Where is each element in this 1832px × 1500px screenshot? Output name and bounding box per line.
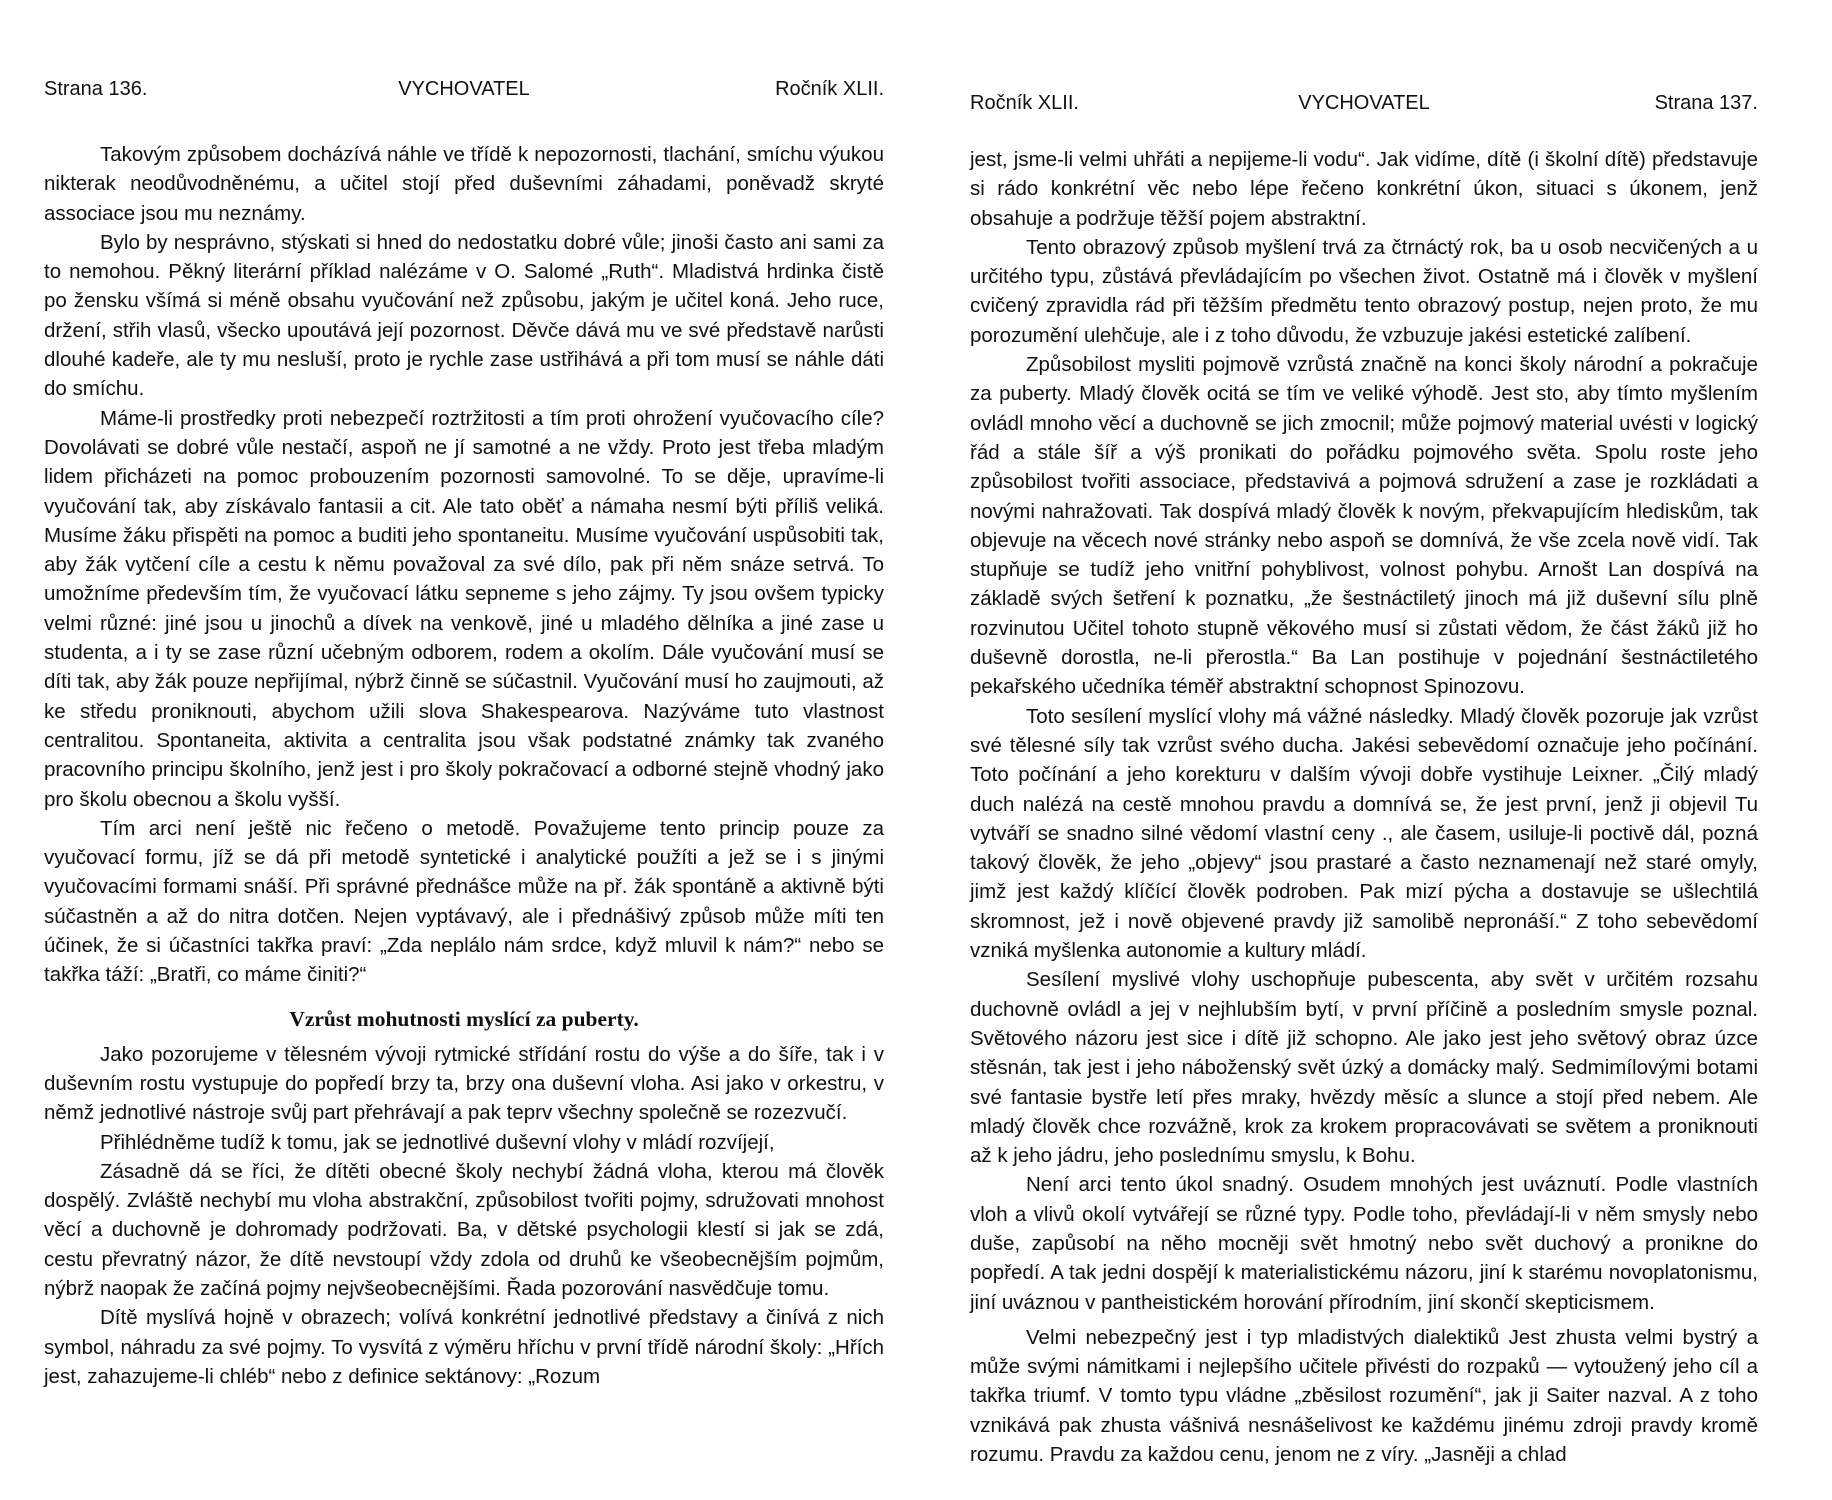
paragraph: Způsobilost mysliti pojmově vzrůstá značně na konci školy národní a pokračuje za puberty. Mladý člověk ocitá se tím ve veliké výhodě. Jest sto, aby tímto myšlením ovládl mnoho věcí a duchovně se jich zmocnil; může pojmový material uvésti v logický řád a stále šíř a výš pronikati do pořádku pojmového světa. Spolu roste jeho způsobilost tvořiti associace, představivá a pojmová sdružení a zase je rozkládati a novými nahražovati. Tak dospívá mladý člověk k novým, překvapujícím hlediskům, tak objevuje na věcech nové stránky nebo aspoň se domnívá, že vše zcela nově vidí. Tak stupňuje se tudíž jeho vnitřní pohyblivost, volnost pohybu. Arnošt Lan dospívá na základě svých šetření k poznatku, „že šestnáctiletý jinoch má již duševní sílu plně rozvinutou Učitel tohoto stupně věkového musí si zůstati vědom, že část žáků již ho duševně dorostla, ne-li přerostla.“ Ba Lan postihuje v pojednání šestnáctiletého pekařského učedníka téměř abstraktní schopnost Spinozovu. (970, 353, 1758, 699)
page-header (44, 78, 884, 108)
right-page (916, 0, 1832, 1500)
journal-title: VYCHOVATEL (1298, 92, 1430, 114)
page-number: Strana 136. (44, 78, 148, 100)
paragraph: Takovým způsobem docházívá náhle ve třídě k nepozornosti, tlachání, smíchu výukou nikterak neodůvodněnému, a učitel stojí před duševními záhadami, poněvadž skryté associace jsou mu neznámy. (44, 143, 884, 225)
paragraph: Tím arci není ještě nic řečeno o metodě. Považujeme tento princip pouze za vyučovací formu, jíž se dá při metodě syntetické i analytické použíti a jež se i s jinými vyučovacími formami snáší. Při správné přednášce může na př. žák spontáně a aktivně býti súčastněn a až do nitra dotčen. Nejen vyptávavý, ale i přednášivý způsob může míti ten účinek, že si účastníci takřka praví: „Zda neplálo nám srdce, když mluvil k nám?“ nebo se takřka táží: „Bratři, co máme činiti?“ (44, 816, 884, 987)
page-body (44, 140, 884, 1391)
paragraph: Toto sesílení myslící vlohy má vážné následky. Mladý člověk pozoruje jak vzrůst své tělesné síly tak vzrůst svého ducha. Jakési sebevědomí označuje jeho počínání. Toto počínání a jeho korekturu v dalším vývoji dobře vystihuje Leixner. „Čilý mladý duch nalézá na cestě mnohou pravdu a domnívá se, že jest první, jenž ji objevil Tu vytváří se snadno silné vědomí vlastní ceny ., ale časem, usiluje-li poctivě dál, pozná takový člověk, že jeho „objevy“ jsou prastaré a často neznamenají než staré omyly, jimž jest každý klíčící člověk podroben. Pak mizí pýcha a dostavuje se ušlechtilá skromnost, jež i nově objevené pravdy již samolibě nepronáší.“ Z toho sebevědomí vzniká myšlenka autonomie a kultury mládí. (970, 704, 1758, 963)
paragraph: Velmi nebezpečný jest i typ mladistvých dialektiků Jest zhusta velmi bystrý a může svými námitkami i nejlepšího učitele přivésti do rozpaků — vytoužený jeho cíl a takřka triumf. V tomto typu vládne „zběsilost rozumění“, jak ji Saiter nazval. A z toho vznikává pak zhusta vášnivá nesnášelivost ke každému jinému zdroji pravdy kromě rozumu. Pravdu za každou cenu, jenom ne z víry. „Jasněji a chlad (970, 1325, 1758, 1467)
paragraph: Není arci tento úkol snadný. Osudem mnohých jest uváznutí. Podle vlastních vloh a vlivů okolí vytvářejí se různé typy. Podle toho, převládají-li v něm smysly nebo duše, zapůsobí na něho mocněji svět hmotný nebo svět duchový a pronikne do popředí. A tak jedni dospějí k materialistickému názoru, jiní k starému novoplatonismu, jiní uváznou v pantheistickém horování přírodním, jiní skončí skepticismem. (970, 1173, 1758, 1314)
paragraph: Přihlédněme tudíž k tomu, jak se jednotlivé duševní vlohy v mládí rozvíjejí, (100, 1130, 775, 1154)
volume-label: Ročník XLII. (970, 92, 1079, 114)
paragraph: Tento obrazový způsob myšlení trvá za čtrnáctý rok, ba u osob necvičených a u určitého typu, zůstává převládajícím po všechen život. Ostatně má i člověk v myšlení cvičený zpravidla rád při těžším předmětu tento obrazový postup, nejen proto, že mu porozumění ulehčuje, ale i z toho důvodu, že vzbuzuje jakési estetické zalíbení. (970, 235, 1758, 347)
paragraph: Zásadně dá se říci, že dítěti obecné školy nechybí žádná vloha, kterou má člověk dospělý. Zvláště nechybí mu vloha abstrakční, způsobilost tvořiti pojmy, sdružovati mnohost věcí a duchovně je dohromady podržovati. Ba, v dětské psychologii klestí si jak se zdá, cestu převratný názor, že dítě nevstoupí vždy zdola od druhů ke všeobecnějším pojmům, nýbrž naopak že začíná pojmy nejvšeobecnějšími. Řada pozorování nasvědčuje tomu. (44, 1159, 884, 1300)
paragraph: Máme-li prostředky proti nebezpečí roztržitosti a tím proti ohrožení vyučovacího cíle? Dovolávati se dobré vůle nestačí, aspoň ne jí samotné a ne vždy. Proto jest třeba mladým lidem přicházeti na pomoc probouzením pozornosti samovolné. To se děje, upravíme-li vyučování tak, aby získávalo fantasii a cit. Ale tato oběť a námaha nesmí býti příliš veliká. Musíme žáku přispěti na pomoc a buditi jeho spontaneitu. Musíme vyučování uspůsobiti tak, aby žák vytčení cíle a cestu k němu považoval za své dílo, pak při něm snáze setrvá. To umožníme především tím, že vyučovací látku sepneme s jeho zájmy. Ty jsou ovšem typicky velmi různé: jiné jsou u jinochů a dívek na venkově, jiné u mladého dělníka a jiné zase u studenta, a i ty se zase různí učebným odborem, rodem a okolím. Dále vyučování musí se díti tak, aby žák pouze nepřijímal, nýbrž činně se súčastnil. Vyučování musí ho zaujmouti, až ke středu proniknouti, abychom užili slova Shakespearova. Nazýváme tuto vlastnost centralitou. Spontaneita, aktivita a centralita jsou však podstatné známky tak zvaného pracovního principu školního, jenž jest i pro školy pokračovací a odborné stejně vhodný jako pro školu obecnou a školu vyšší. (44, 406, 884, 811)
page-header (970, 92, 1758, 122)
section-heading: Vzrůst mohutnosti myslící za puberty. (289, 1006, 639, 1031)
paragraph: Sesílení myslivé vlohy uschopňuje pubescenta, aby svět v určitém rozsahu duchovně ovládl a jej v nejhlubším bytí, v první příčině a posledním smysle poznal. Světového názoru jest sice i dítě již schopno. Ale jako jest jeho světový obraz úzce stěsnán, tak jest i jeho náboženský svět úzký a domácky malý. Sedmimílovými botami své fantasie bystře letí přes mraky, hvězdy měsíc a slunce a stojí před nebem. Ale mladý člověk chce rozvážně, krok za krokem propracovávati se světem a proniknouti až k jeho jádru, jeho poslednímu smyslu, k Bohu. (970, 968, 1758, 1168)
paragraph: Jako pozorujeme v tělesném vývoji rytmické střídání rostu do výše a do šíře, tak i v duševním rostu vystupuje do popředí brzy ta, brzy ona duševní vloha. Asi jako v orkestru, v němž jednotlivé nástroje svůj part přehrávají a pak teprv všechny společně se rozezvučí. (44, 1042, 884, 1125)
journal-title: VYCHOVATEL (398, 78, 530, 100)
paragraph: Bylo by nesprávno, stýskati si hned do nedostatku dobré vůle; jinoši často ani sami za to nemohou. Pěkný literární příklad nalézáme v O. Salomé „Ruth“. Mladistvá hrdinka čistě po žensku všímá si méně obsahu vyučování než způsobu, jakým je učitel koná. Jeho ruce, držení, střih vlasů, všecko upoutává její pozornost. Děvče dává mu ve své představě narůsti dlouhé kadeře, ale ty mu nesluší, proto je rychle zase ustřihává a při tom musí se náhle dáti do smíchu. (44, 230, 884, 401)
page-body (970, 145, 1758, 1469)
volume-label: Ročník XLII. (775, 78, 884, 100)
paragraph: jest, jsme-li velmi uhřáti a nepijeme-li vodu“. Jak vidíme, dítě (i školní dítě) představuje si rádo konkrétní věc nebo lépe řečeno konkrétní úkon, situaci s úkonem, jenž obsahuje a podržuje těžší pojem abstraktní. (970, 148, 1758, 230)
paragraph: Dítě myslívá hojně v obrazech; volívá konkrétní jednotlivé představy a činívá z nich symbol, náhradu za své pojmy. To vysvítá z výměru hříchu v první třídě národní školy: „Hřích jest, zahazujeme-li chléb“ nebo z definice sektánovy: „Rozum (44, 1306, 884, 1388)
page-number: Strana 137. (1654, 92, 1758, 114)
